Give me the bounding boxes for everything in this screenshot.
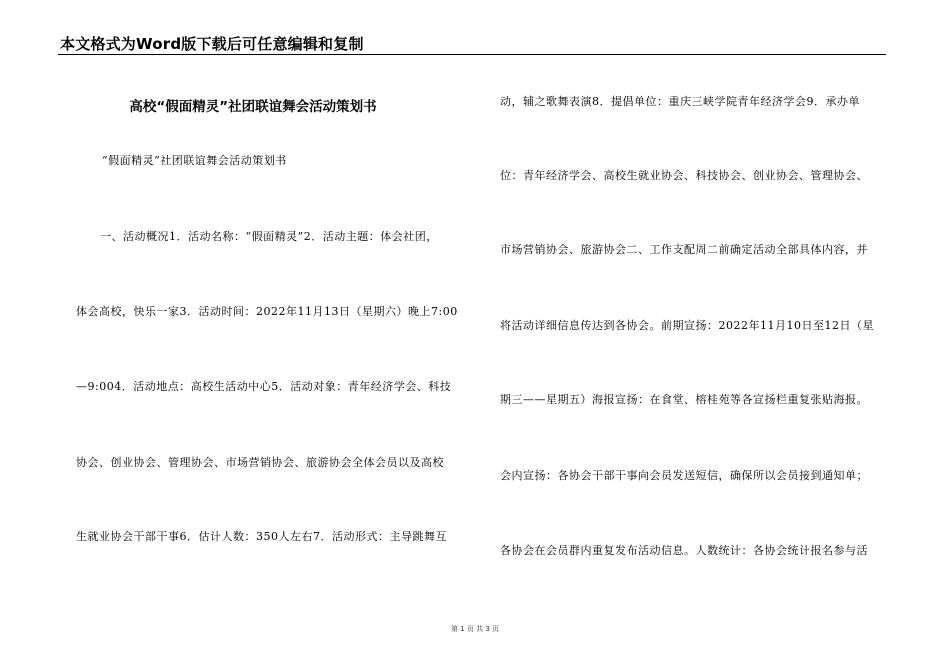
paragraph-line: 生就业协会干部干事6．估计人数：350人左右7．活动形式：主导跳舞互: [76, 530, 447, 543]
paragraph-line: 动，辅之歌舞表演8．提倡单位：重庆三峡学院青年经济学会9．承办单: [500, 95, 860, 108]
page-header: 本文格式为Word版下载后可任意编辑和复制: [60, 35, 364, 53]
page-number: 第 1 页 共 3 页: [450, 625, 500, 633]
paragraph-line: 将活动详细信息传达到各协会。前期宣扬：2022年11月10日至12日（星: [500, 319, 874, 332]
paragraph-line: 各协会在会员群内重复发布活动信息。人数统计：各协会统计报名参与活: [500, 544, 868, 557]
paragraph-line: 市场营销协会、旅游协会二、工作支配周二前确定活动全部具体内容，并: [500, 243, 868, 256]
document-title: 高校“假面精灵”社团联谊舞会活动策划书: [129, 99, 377, 115]
header-divider: [58, 54, 886, 55]
paragraph-line: 会内宣扬：各协会干部干事向会员发送短信，确保所以会员接到通知单；: [500, 469, 868, 482]
paragraph-line: 一、活动概况1．活动名称：“假面精灵”2．活动主题：体会社团，: [100, 230, 438, 243]
paragraph-line: “假面精灵”社团联谊舞会活动策划书: [102, 154, 287, 167]
paragraph-line: 期三——星期五）海报宣扬：在食堂、榕桂苑等各宣扬栏重复张贴海报。: [500, 393, 868, 406]
paragraph-line: 协会、创业协会、管理协会、市场营销协会、旅游协会全体会员以及高校: [76, 456, 444, 469]
paragraph-line: 位：青年经济学会、高校生就业协会、科技协会、创业协会、管理协会、: [500, 169, 868, 182]
paragraph-line: —9:004．活动地点：高校生活动中心5．活动对象：青年经济学会、科技: [76, 380, 452, 393]
paragraph-line: 体会高校，快乐一家3．活动时间：2022年11月13日（星期六）晚上7:00: [76, 305, 458, 318]
